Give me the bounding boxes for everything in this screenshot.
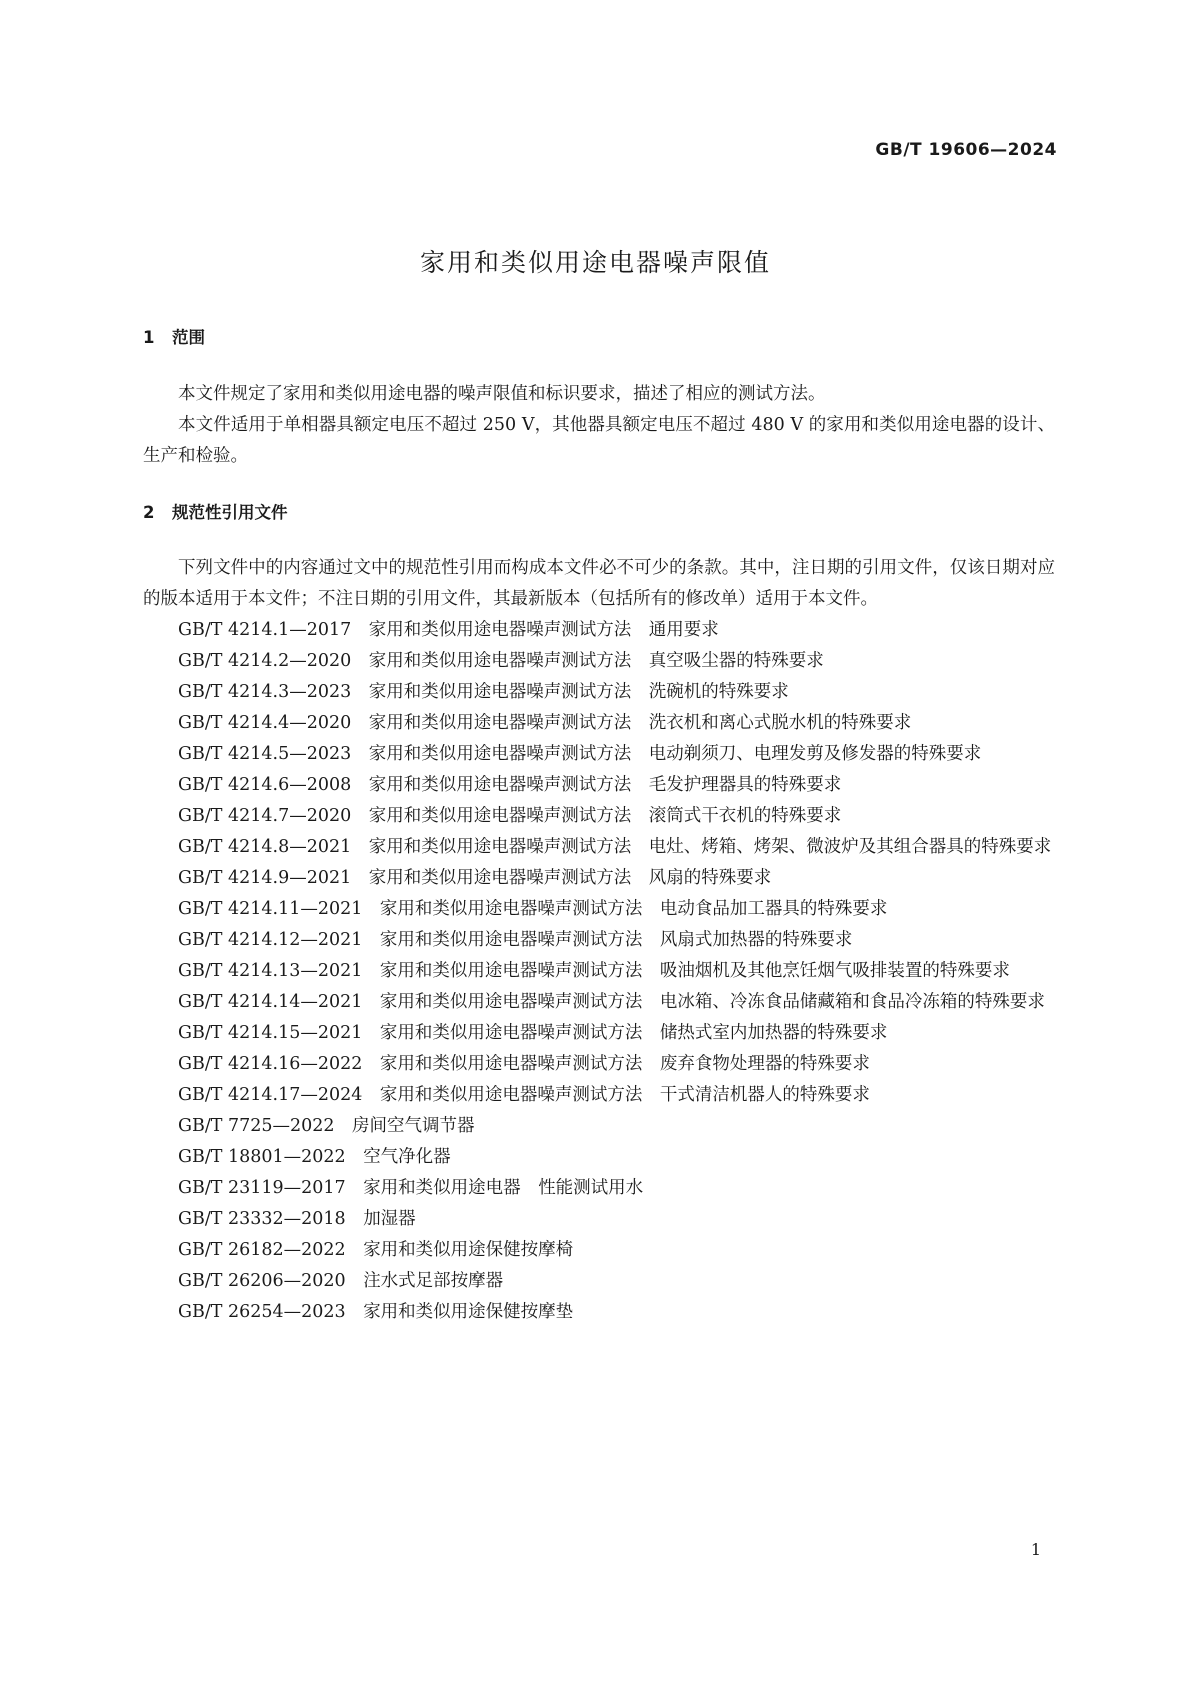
reference-item (143, 987, 1055, 1018)
reference-code: GB/T 4214.9—2021 (178, 868, 352, 888)
reference-subtitle: 洗碗机的特殊要求 (648, 682, 789, 702)
reference-code: GB/T 4214.5—2023 (178, 744, 352, 764)
reference-item (143, 1266, 1055, 1297)
reference-subtitle: 风扇式加热器的特殊要求 (659, 930, 853, 950)
references-intro: 下列文件中的内容通过文中的规范性引用而构成本文件必不可少的条款。其中，注日期的引用文件，仅该日期对应的版本适用于本文件；不注日期的引用文件，其最新版本（包括所有的修改单）适用于本文件。 (143, 558, 1055, 609)
scope-paragraph-1: 本文件规定了家用和类似用途电器的噪声限值和标识要求，描述了相应的测试方法。 (178, 384, 826, 404)
reference-title: 加湿器 (363, 1209, 416, 1229)
reference-title: 家用和类似用途电器 (363, 1178, 521, 1198)
reference-code: GB/T 4214.1—2017 (178, 620, 352, 640)
reference-item (143, 1297, 1055, 1328)
section-1-body (143, 379, 1055, 472)
reference-title: 家用和类似用途电器噪声测试方法 (368, 744, 632, 764)
reference-code: GB/T 4214.8—2021 (178, 837, 352, 857)
reference-code: GB/T 4214.7—2020 (178, 806, 352, 826)
reference-code: GB/T 4214.3—2023 (178, 682, 352, 702)
reference-code: GB/T 23119—2017 (178, 1178, 346, 1198)
reference-item (143, 1235, 1055, 1266)
reference-code: GB/T 4214.2—2020 (178, 651, 352, 671)
reference-title: 家用和类似用途电器噪声测试方法 (368, 620, 632, 640)
reference-item (143, 1173, 1055, 1204)
reference-title: 房间空气调节器 (352, 1116, 475, 1136)
reference-code: GB/T 26206—2020 (178, 1271, 346, 1291)
reference-code: GB/T 4214.11—2021 (178, 899, 363, 919)
reference-item (143, 863, 1055, 894)
reference-title: 家用和类似用途保健按摩椅 (363, 1240, 574, 1260)
reference-item (143, 801, 1055, 832)
reference-subtitle: 电灶、烤箱、烤架、微波炉及其组合器具的特殊要求 (648, 837, 1052, 857)
reference-subtitle: 滚筒式干衣机的特殊要求 (648, 806, 842, 826)
reference-item (143, 1049, 1055, 1080)
reference-code: GB/T 4214.15—2021 (178, 1023, 363, 1043)
reference-item (143, 1204, 1055, 1235)
reference-code: GB/T 4214.17—2024 (178, 1085, 363, 1105)
reference-title: 家用和类似用途电器噪声测试方法 (379, 1085, 643, 1105)
reference-code: GB/T 7725—2022 (178, 1116, 335, 1136)
reference-subtitle: 废弃食物处理器的特殊要求 (659, 1054, 870, 1074)
reference-subtitle: 毛发护理器具的特殊要求 (648, 775, 842, 795)
reference-item (143, 615, 1055, 646)
reference-subtitle: 干式清洁机器人的特殊要求 (659, 1085, 870, 1105)
reference-subtitle: 电动食品加工器具的特殊要求 (659, 899, 888, 919)
reference-item (143, 677, 1055, 708)
reference-subtitle: 储热式室内加热器的特殊要求 (659, 1023, 888, 1043)
reference-item (143, 739, 1055, 770)
reference-item (143, 1080, 1055, 1111)
reference-subtitle: 性能测试用水 (538, 1178, 644, 1198)
section-2-title: 规范性引用文件 (172, 503, 288, 522)
reference-code: GB/T 4214.13—2021 (178, 961, 363, 981)
document-title: 家用和类似用途电器噪声限值 (419, 248, 771, 277)
reference-code: GB/T 26254—2023 (178, 1302, 346, 1322)
reference-code: GB/T 4214.14—2021 (178, 992, 363, 1012)
reference-item (143, 1111, 1055, 1142)
reference-subtitle: 电冰箱、冷冻食品储藏箱和食品冷冻箱的特殊要求 (659, 992, 1045, 1012)
reference-subtitle: 真空吸尘器的特殊要求 (648, 651, 824, 671)
reference-title: 家用和类似用途电器噪声测试方法 (379, 961, 643, 981)
reference-item (143, 894, 1055, 925)
reference-title: 家用和类似用途电器噪声测试方法 (379, 899, 643, 919)
reference-title: 家用和类似用途电器噪声测试方法 (368, 775, 632, 795)
reference-title: 家用和类似用途电器噪声测试方法 (379, 1054, 643, 1074)
reference-code: GB/T 4214.12—2021 (178, 930, 363, 950)
reference-code: GB/T 4214.4—2020 (178, 713, 352, 733)
section-1-title: 范围 (172, 328, 205, 347)
section-2-heading (143, 499, 288, 523)
reference-item (143, 832, 1055, 863)
reference-title: 家用和类似用途电器噪声测试方法 (368, 713, 632, 733)
standard-code: GB/T 19606—2024 (875, 140, 1057, 160)
page-number: 1 (1030, 1540, 1041, 1559)
reference-title: 家用和类似用途电器噪声测试方法 (368, 682, 632, 702)
reference-code: GB/T 26182—2022 (178, 1240, 346, 1260)
reference-code: GB/T 18801—2022 (178, 1147, 346, 1167)
reference-title: 家用和类似用途电器噪声测试方法 (368, 806, 632, 826)
reference-title: 家用和类似用途电器噪声测试方法 (379, 930, 643, 950)
reference-title: 家用和类似用途电器噪声测试方法 (368, 651, 632, 671)
reference-item (143, 925, 1055, 956)
reference-title: 家用和类似用途电器噪声测试方法 (379, 1023, 643, 1043)
reference-item (143, 770, 1055, 801)
reference-title: 家用和类似用途电器噪声测试方法 (368, 837, 632, 857)
reference-item (143, 708, 1055, 739)
section-2-body (143, 553, 1055, 1328)
reference-code: GB/T 4214.16—2022 (178, 1054, 363, 1074)
reference-subtitle: 电动剃须刀、电理发剪及修发器的特殊要求 (648, 744, 982, 764)
reference-subtitle: 通用要求 (648, 620, 719, 640)
reference-code: GB/T 23332—2018 (178, 1209, 346, 1229)
reference-item (143, 1018, 1055, 1049)
reference-subtitle: 风扇的特殊要求 (648, 868, 772, 888)
reference-code: GB/T 4214.6—2008 (178, 775, 352, 795)
reference-title: 注水式足部按摩器 (363, 1271, 504, 1291)
reference-subtitle: 洗衣机和离心式脱水机的特殊要求 (648, 713, 912, 733)
reference-title: 空气净化器 (363, 1147, 451, 1167)
scope-paragraph-2: 本文件适用于单相器具额定电压不超过 250 V，其他器具额定电压不超过 480 V 的家用和类似用途电器的设计、生产和检验。 (143, 415, 1055, 466)
reference-list (143, 615, 1055, 1328)
reference-subtitle: 吸油烟机及其他烹饪烟气吸排装置的特殊要求 (659, 961, 1010, 981)
reference-title: 家用和类似用途电器噪声测试方法 (368, 868, 632, 888)
reference-item (143, 1142, 1055, 1173)
section-1-heading (143, 324, 205, 348)
reference-item (143, 646, 1055, 677)
reference-title: 家用和类似用途保健按摩垫 (363, 1302, 574, 1322)
section-2-number: 2 (143, 503, 155, 522)
reference-item (143, 956, 1055, 987)
reference-title: 家用和类似用途电器噪声测试方法 (379, 992, 643, 1012)
section-1-number: 1 (143, 328, 155, 347)
